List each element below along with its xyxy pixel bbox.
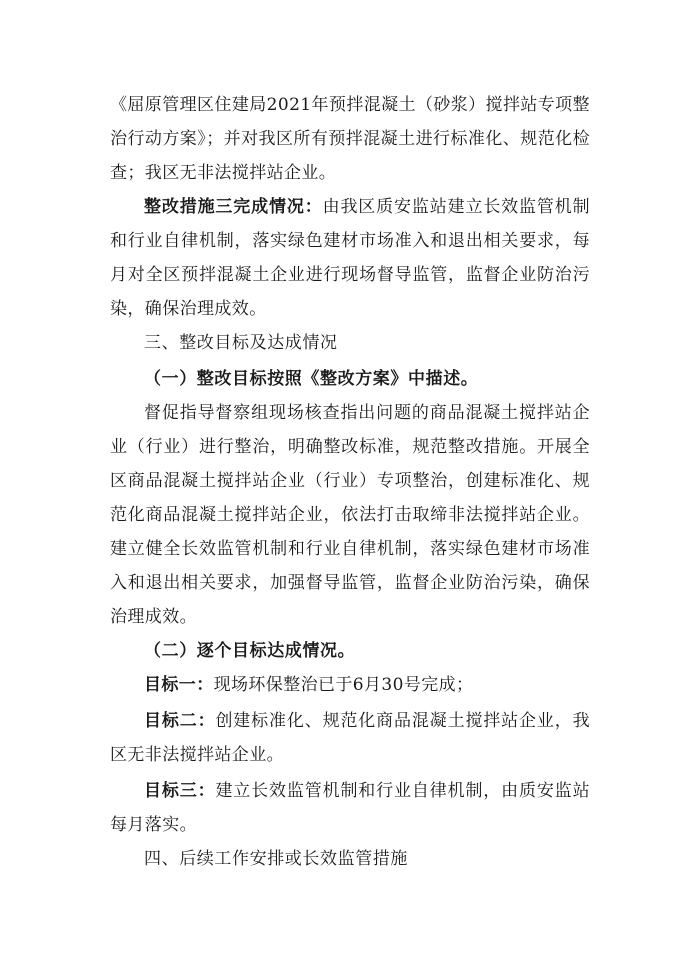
goal-3-text: 建立长效监管机制和行业自律机制，由质安监站每月落实。: [110, 781, 590, 835]
paragraph-goal-1: [110, 668, 590, 702]
goal-3-label: 目标三：: [144, 781, 216, 801]
goal-1-text: 现场环保整治已于6月30号完成；: [213, 675, 474, 695]
paragraph-subsection-1: 督促指导督察组现场核查指出问题的商品混凝土搅拌站企业（行业）进行整治，明确整改标准，规范整改措施。开展全区商品混凝土搅拌站企业（行业）专项整治，创建标准化、规范化商品混凝土搅拌站企业，依法打击取缔非法搅拌站企业。建立健全长效监管机制和行业自律机制，落实绿色建材市场准入和退出相关要求，加强督导监管，监督企业防治污染，确保治理成效。: [110, 403, 590, 627]
paragraph-intro: 《屈原管理区住建局2021年预拌混凝土（砂浆）搅拌站专项整治行动方案》；并对我区所有预拌混凝土进行标准化、规范化检查；我区无非法搅拌站企业。: [110, 95, 590, 183]
goal-2-label: 目标二：: [144, 711, 216, 731]
measure-3-text: 由我区质安监站建立长效监管机制和行业自律机制，落实绿色建材市场准入和退出相关要求，每月对全区预拌混凝土企业进行现场督导监管，监督企业防治污染，确保治理成效。: [110, 197, 591, 319]
paragraph-goal-3: [110, 774, 590, 842]
paragraph-goal-2: [110, 704, 590, 772]
subsection-1-heading: （一）整改目标按照《整改方案》中描述。: [144, 369, 479, 389]
measure-3-label: 整改措施三完成情况：: [144, 197, 323, 217]
goal-1-label: 目标一：: [144, 675, 214, 695]
subsection-2-heading: （二）逐个目标达成情况。: [144, 641, 356, 661]
section-3-heading: 三、整改目标及达成情况: [144, 333, 338, 353]
paragraph-measure-3: [110, 190, 590, 326]
goal-2-text: 创建标准化、规范化商品混凝土搅拌站企业，我区无非法搅拌站企业。: [110, 711, 590, 765]
section-4-heading: 四、后续工作安排或长效监管措施: [144, 849, 408, 869]
